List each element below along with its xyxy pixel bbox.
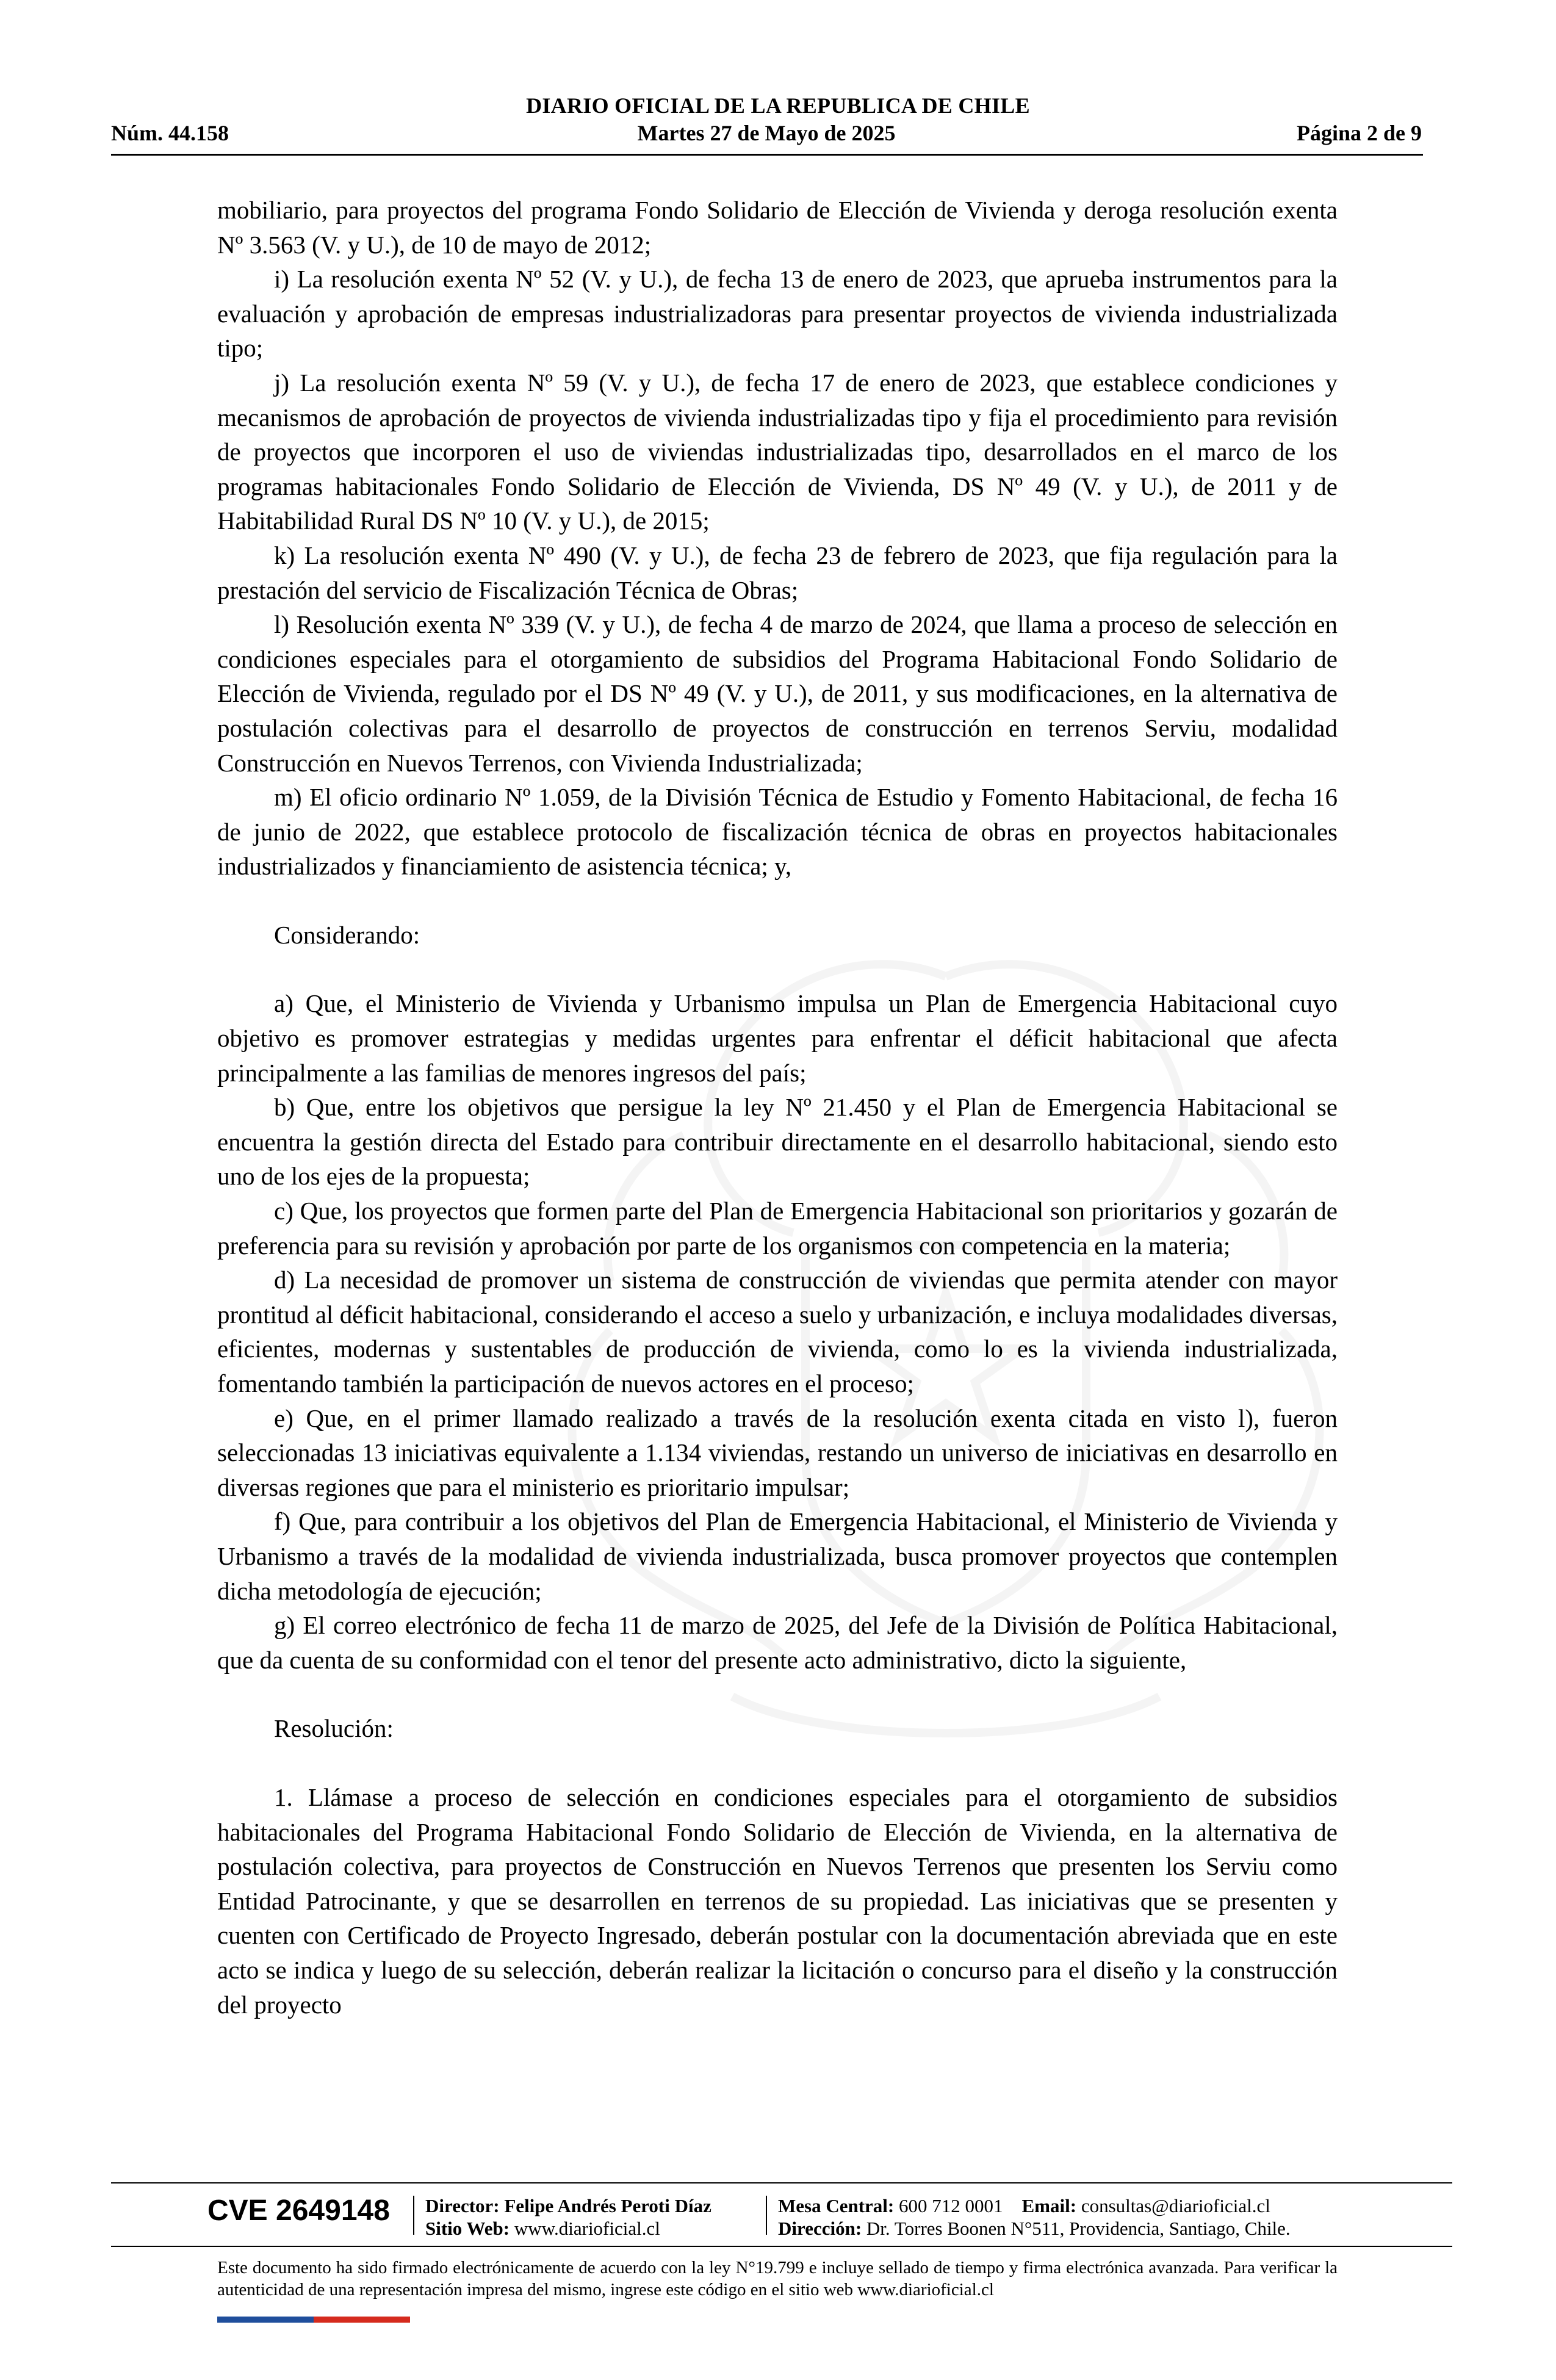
footer-divider-top — [111, 2182, 1452, 2183]
footer-contact-block — [778, 2194, 1291, 2240]
address-label: Dirección: — [778, 2218, 862, 2239]
header-divider — [111, 154, 1423, 156]
issue-number: Núm. 44.158 — [111, 121, 229, 145]
paragraph-considerando-f: f) Que, para contribuir a los objetivos del Plan de Emergencia Habitacional, el Ministerio de Vivienda y Urbanismo a través de la modalidad de vivienda industrializada, busca promover proyectos que contemplen dicha metodología de ejecución; — [217, 1507, 1338, 1605]
paragraph-visto-m: m) El oficio ordinario Nº 1.059, de la División Técnica de Estudio y Fomento Habitacional, de fecha 16 de junio de 2022, que establece protocolo de fiscalización técnica de obras en proyectos habitacionales industrializados y financiamiento de asistencia técnica; y, — [217, 783, 1338, 881]
paragraph-resolucion-1: 1. Llámase a proceso de selección en condiciones especiales para el otorgamiento de subsidios habitacionales del Programa Habitacional Fondo Solidario de Elección de Vivienda, en la alternativa de postulación colectiva, para proyectos de Construcción en Nuevos Terrenos que presenten los Serviu como Entidad Patrocinante, y que se desarrollen en terrenos de su propiedad. Las iniciativas que se presenten y cuenten con Certificado de Proyecto Ingresado, deberán postular con la documentación abreviada que en este acto se indica y luego de su selección, deberán realizar la licitación o concurso para el diseño y la construcción del proyecto — [217, 1783, 1338, 2019]
footer-divider-bottom — [111, 2246, 1452, 2247]
document-body — [217, 193, 1338, 2022]
phone-label: Mesa Central: — [778, 2195, 895, 2216]
section-heading-resolucion: Resolución: — [274, 1714, 394, 1743]
paragraph-considerando-e: e) Que, en el primer llamado realizado a través de la resolución exenta citada en visto l), fueron seleccionadas 13 iniciativas equivalente a 1.134 viviendas, restando un universo de iniciativas en desarrollo en diversas regiones que para el ministerio es prioritario impulsar; — [217, 1404, 1338, 1501]
paragraph-vistos-continuation: mobiliario, para proyectos del programa Fondo Solidario de Elección de Vivienda y deroga resolución exenta Nº 3.563 (V. y U.), de 10 de mayo de 2012; — [217, 196, 1338, 259]
email-link[interactable]: consultas@diarioficial.cl — [1081, 2195, 1270, 2216]
paragraph-considerando-a: a) Que, el Ministerio de Vivienda y Urbanismo impulsa un Plan de Emergencia Habitacional cuyo objetivo es promover estrategias y medidas urgentes para enfrentar el déficit habitacional que afecta principalmente a las familias de menores ingresos del país; — [217, 989, 1338, 1087]
phone-number: 600 712 0001 — [899, 2195, 1003, 2216]
paragraph-considerando-b: b) Que, entre los objetivos que persigue la ley Nº 21.450 y el Plan de Emergencia Habitacional se encuentra la gestión directa del Estado para contribuir directamente en el desarrollo habitacional, siendo esto uno de los ejes de la propuesta; — [217, 1093, 1338, 1191]
paragraph-considerando-d: d) La necesidad de promover un sistema de construcción de viviendas que permita atender con mayor prontitud al déficit habitacional, considerando el acceso a suelo y urbanización, e incluya modalidades diversas, eficientes, modernas y sustentables de producción de vivienda, como lo es la vivienda industrializada, fomentando también la participación de nuevos actores en el proceso; — [217, 1266, 1338, 1397]
footer-separator — [766, 2196, 767, 2235]
director-label: Director: — [425, 2195, 500, 2216]
issue-date: Martes 27 de Mayo de 2025 — [637, 121, 896, 145]
cve-code: CVE 2649148 — [207, 2194, 390, 2227]
address-text: Dr. Torres Boonen N°511, Providencia, Santiago, Chile. — [866, 2218, 1291, 2239]
paragraph-visto-k: k) La resolución exenta Nº 490 (V. y U.), de fecha 23 de febrero de 2023, que fija regulación para la prestación del servicio de Fiscalización Técnica de Obras; — [217, 541, 1338, 604]
paragraph-considerando-c: c) Que, los proyectos que formen parte del Plan de Emergencia Habitacional son prioritarios y gozarán de preferencia para su revisión y aprobación por parte de los organismos con competencia en la materia; — [217, 1197, 1338, 1260]
footer-director-block — [425, 2194, 711, 2240]
paragraph-visto-l: l) Resolución exenta Nº 339 (V. y U.), de fecha 4 de marzo de 2024, que llama a proceso de selección en condiciones especiales para el otorgamiento de subsidios del Programa Habitacional Fondo Solidario de Elección de Vivienda, regulado por el DS Nº 49 (V. y U.), de 2011, y sus modificaciones, en la alternativa de postulación colectivas para el desarrollo de proyectos de construcción en terrenos Serviu, modalidad Construcción en Nuevos Terrenos, con Vivienda Industrializada; — [217, 610, 1338, 777]
website-label: Sitio Web: — [425, 2218, 510, 2239]
paragraph-visto-i: i) La resolución exenta Nº 52 (V. y U.), de fecha 13 de enero de 2023, que aprueba instrumentos para la evaluación y aprobación de empresas industrializadoras para presentar proyectos de vivienda industrializada tipo; — [217, 265, 1338, 362]
flag-stripe-red — [314, 2317, 410, 2323]
paragraph-visto-j: j) La resolución exenta Nº 59 (V. y U.), de fecha 17 de enero de 2023, que establece condiciones y mecanismos de aprobación de proyectos de vivienda industrializadas tipo y fija el procedimiento para revisión de proyectos que incorporen el uso de viviendas industrializadas tipo, desarrollados en el marco de los programas habitacionales Fondo Solidario de Elección de Vivienda, DS Nº 49 (V. y U.), de 2011 y de Habitabilidad Rural DS Nº 10 (V. y U.), de 2015; — [217, 368, 1338, 535]
newspaper-title: DIARIO OFICIAL DE LA REPUBLICA DE CHILE — [526, 93, 1030, 118]
signature-note: Este documento ha sido firmado electrónicamente de acuerdo con la ley N°19.799 e incluye sellado de tiempo y firma electrónica avanzada. Para verificar la autenticidad de una representación impresa del mismo, ingrese este código en el sitio web www.diarioficial.cl — [217, 2258, 1338, 2299]
footer-separator — [413, 2196, 414, 2235]
email-label: Email: — [1021, 2195, 1077, 2216]
flag-stripe-blue — [217, 2317, 314, 2323]
director-name: Felipe Andrés Peroti Díaz — [504, 2195, 711, 2216]
page-indicator: Página 2 de 9 — [1296, 121, 1422, 145]
paragraph-considerando-g: g) El correo electrónico de fecha 11 de marzo de 2025, del Jefe de la División de Política Habitacional, que da cuenta de su conformidad con el tenor del presente acto administrativo, dicto la siguiente, — [217, 1611, 1338, 1674]
website-link[interactable]: www.diarioficial.cl — [514, 2218, 660, 2239]
section-heading-considerando: Considerando: — [274, 920, 420, 949]
